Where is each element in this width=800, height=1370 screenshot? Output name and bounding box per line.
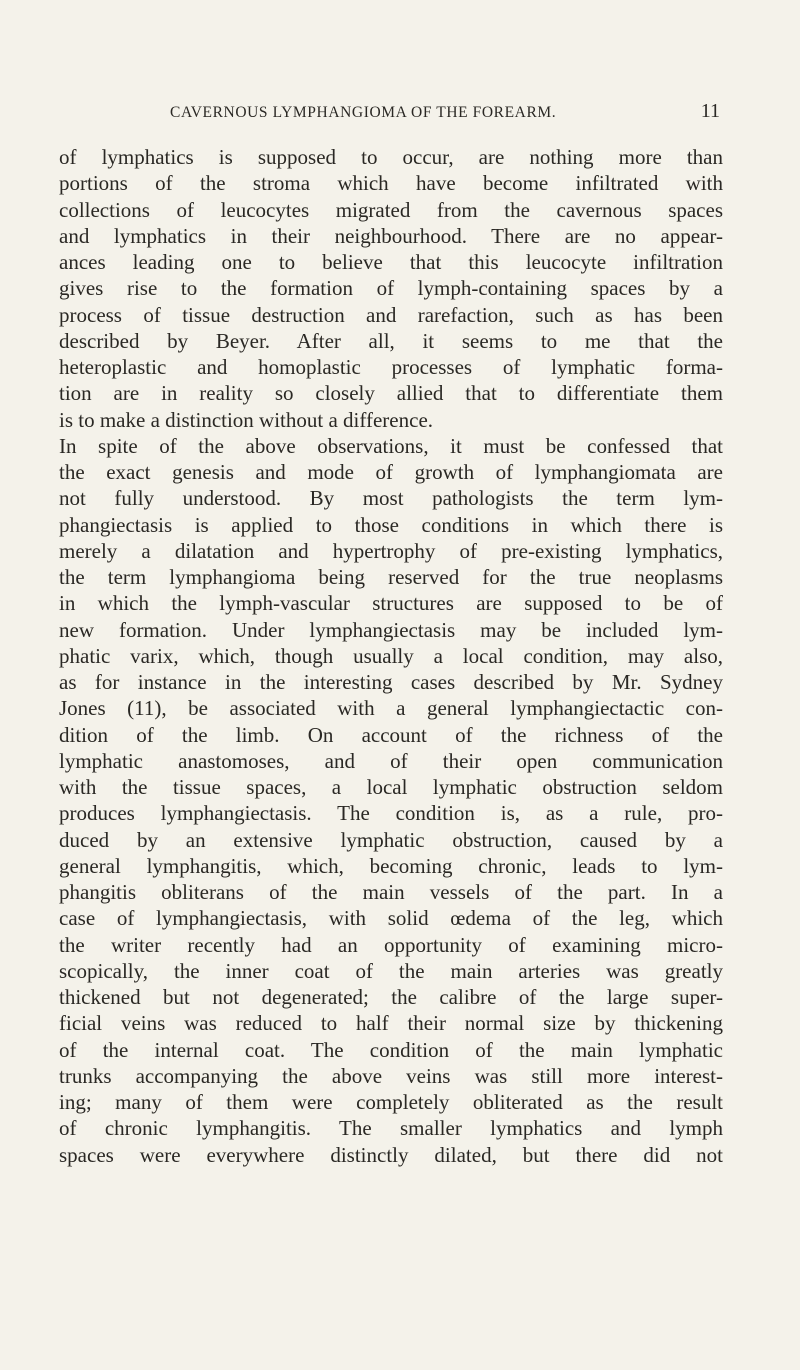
text-line: case of lymphangiectasis, with solid œdema of the leg, which [59, 906, 723, 931]
text-line: portions of the stroma which have become infiltrated with [59, 171, 723, 196]
text-line: of the internal coat. The condition of the main lymphatic [59, 1037, 723, 1062]
text-line: collections of leucocytes migrated from the cavernous spaces [59, 197, 723, 222]
text-line: general lymphangitis, which, becoming chronic, leads to lym- [59, 853, 723, 878]
text-line: In spite of the above observations, it must be confessed that [59, 433, 723, 458]
text-line: described by Beyer. After all, it seems to me that the [59, 328, 723, 353]
text-line: ficial veins was reduced to half their normal size by thickening [59, 1011, 723, 1036]
page-number: 11 [700, 100, 720, 122]
text-line: phangitis obliterans of the main vessels of the part. In a [59, 880, 723, 904]
text-line: Jones (11), be associated with a general lymphangiectactic con- [59, 696, 723, 721]
text-line: gives rise to the formation of lymph-containing spaces by a [59, 276, 723, 301]
text-line: spaces were everywhere distinctly dilated, but there did not [59, 1142, 723, 1167]
text-line: with the tissue spaces, a local lymphatic obstruction seldom [59, 775, 723, 799]
text-line: in which the lymph-vascular structures are supposed to be of [59, 591, 723, 616]
text-line: thickened but not degenerated; the calibre of the large super- [59, 985, 723, 1009]
text-line: produces lymphangiectasis. The condition is, as a rule, pro- [59, 801, 723, 826]
text-line: ing; many of them were completely obliterated as the result [59, 1090, 723, 1114]
text-line: ances leading one to believe that this leucocyte infiltration [59, 250, 723, 274]
text-line: the writer recently had an opportunity of examining micro- [59, 932, 723, 957]
text-line: merely a dilatation and hypertrophy of pre-existing lymphatics, [59, 538, 723, 563]
text-line: heteroplastic and homoplastic processes of lymphatic forma- [59, 355, 723, 379]
text-line: not fully understood. By most pathologists the term lym- [59, 486, 723, 511]
text-line: lymphatic anastomoses, and of their open communication [59, 748, 723, 773]
text-line: the term lymphangioma being reserved for the true neoplasms [59, 565, 723, 589]
text-line: process of tissue destruction and rarefaction, such as has been [59, 302, 723, 327]
text-line: the exact genesis and mode of growth of lymphangiomata are [59, 460, 723, 484]
text-line: scopically, the inner coat of the main arteries was greatly [59, 958, 723, 983]
text-line: phangiectasis is applied to those conditions in which there is [59, 512, 723, 537]
text-line: as for instance in the interesting cases described by Mr. Sydney [59, 670, 723, 694]
text-line: and lymphatics in their neighbourhood. There are no appear- [59, 223, 723, 248]
text-line: of chronic lymphangitis. The smaller lymphatics and lymph [59, 1116, 723, 1141]
body-text [59, 144, 723, 1168]
text-line: trunks accompanying the above veins was still more interest- [59, 1063, 723, 1088]
text-line: is to make a distinction without a difference. [59, 407, 434, 432]
running-head [60, 100, 720, 130]
text-line: new formation. Under lymphangiectasis may be included lym- [59, 617, 723, 642]
text-line: dition of the limb. On account of the richness of the [59, 722, 723, 747]
text-line: duced by an extensive lymphatic obstruction, caused by a [59, 827, 723, 852]
text-line: phatic varix, which, though usually a local condition, may also, [59, 643, 723, 668]
text-line: tion are in reality so closely allied that to differentiate them [59, 381, 723, 406]
running-title: CAVERNOUS LYMPHANGIOMA OF THE FOREARM. [170, 104, 557, 121]
text-line: of lymphatics is supposed to occur, are nothing more than [59, 145, 723, 169]
